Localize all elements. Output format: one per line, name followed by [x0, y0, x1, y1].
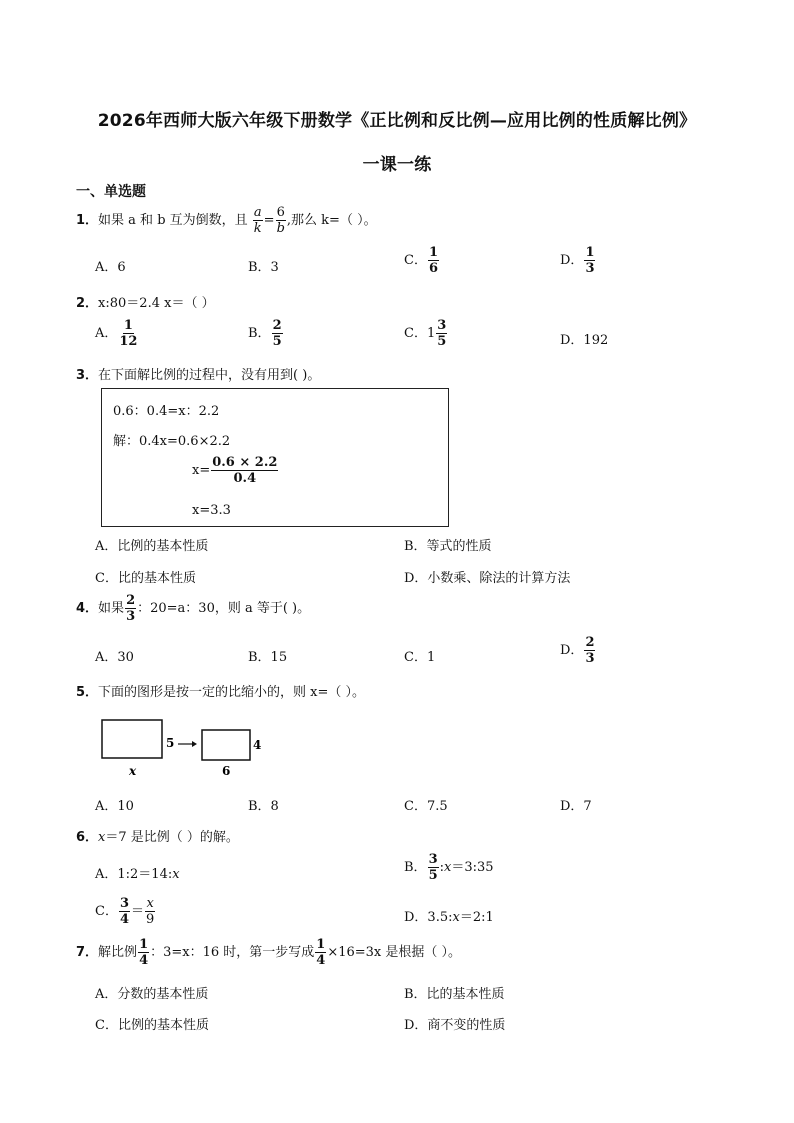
option-a[interactable]: A．分数的基本性质: [95, 987, 209, 1002]
question-number: 2．: [76, 296, 99, 311]
fraction: $\frac{a}{k}$: [253, 205, 262, 236]
question-number: 3．: [76, 368, 99, 383]
option-a[interactable]: A．6: [95, 260, 126, 275]
option-b[interactable]: B． $\frac{3}{5}$ :x＝3:35: [404, 852, 494, 883]
question-text-tail: ：20=a：30，则 a 等于( )。: [137, 601, 311, 616]
label-4: 4: [253, 738, 262, 752]
question-text: 解比例: [98, 945, 138, 960]
option-d[interactable]: D．小数乘、除法的计算方法: [404, 571, 571, 586]
label-6: 6: [222, 764, 231, 778]
question-1: [76, 206, 377, 235]
question-number: 1．: [76, 213, 99, 228]
fraction: $\frac{1}{4}$: [139, 937, 149, 968]
option-a[interactable]: A．比例的基本性质: [95, 539, 209, 554]
question-text-tail: ,那么 k=（ ）。: [286, 213, 377, 228]
solution-step-2: 解：0.4x=0.6×2.2: [113, 434, 231, 449]
option-b[interactable]: B． $\frac{2}{5}$: [248, 318, 282, 349]
question-text: ＝7 是比例（ ）的解。: [105, 830, 239, 845]
option-c[interactable]: C．比的基本性质: [95, 571, 196, 586]
option-c[interactable]: C． 1 $\frac{3}{5}$: [404, 318, 447, 349]
solution-step-1: 0.6：0.4=x：2.2: [113, 404, 220, 419]
label-5: 5: [166, 736, 175, 750]
option-b[interactable]: B．8: [248, 799, 279, 814]
option-c[interactable]: C．7.5: [404, 799, 448, 814]
option-d[interactable]: D．3.5:x＝2:1: [404, 910, 494, 925]
question-number: 7．: [76, 945, 99, 960]
question-4: [76, 594, 310, 623]
fraction: $\frac{2}{3}$: [126, 593, 136, 624]
option-a[interactable]: A．30: [95, 650, 134, 665]
question-number: 6．: [76, 830, 99, 845]
option-b[interactable]: B．15: [248, 650, 288, 665]
question-3: [76, 364, 320, 383]
question-number: 5．: [76, 685, 99, 700]
question-number: 4．: [76, 601, 99, 616]
page-title: 2026年西师大版六年级下册数学《正比例和反比例—应用比例的性质解比例》: [97, 111, 697, 131]
option-c[interactable]: C． $\frac{1}{6}$: [404, 245, 438, 276]
option-b[interactable]: B．比的基本性质: [404, 987, 505, 1002]
option-d[interactable]: D． $\frac{2}{3}$: [560, 635, 595, 666]
question-5: [76, 681, 365, 700]
small-rectangle: [202, 730, 250, 760]
question-2: [76, 292, 215, 311]
section-heading: 一、单选题: [76, 184, 146, 200]
fraction: $\frac{1}{4}$: [316, 937, 326, 968]
option-c[interactable]: C．比例的基本性质: [95, 1018, 209, 1033]
solution-step-4: x=3.3: [192, 503, 231, 518]
rectangle-figure: [98, 716, 262, 780]
option-a[interactable]: A．10: [95, 799, 134, 814]
option-b[interactable]: B．等式的性质: [404, 539, 492, 554]
option-b[interactable]: B．3: [248, 260, 279, 275]
question-text: 下面的图形是按一定的比缩小的，则 x=（ ）。: [98, 685, 366, 700]
question-6: [76, 826, 239, 845]
option-d[interactable]: D．7: [560, 799, 592, 814]
option-d[interactable]: D．192: [560, 333, 609, 348]
equals-sign: =: [263, 213, 275, 228]
fraction: $\frac{6}{b}$: [276, 205, 285, 236]
question-text: 在下面解比例的过程中，没有用到( )。: [98, 368, 321, 383]
option-a[interactable]: A．1:2＝14:x: [95, 867, 180, 882]
large-rectangle: [102, 720, 162, 758]
question-text-tail: ×16=3x 是根据（ ）。: [327, 945, 462, 960]
option-d[interactable]: D．商不变的性质: [404, 1018, 506, 1033]
question-text: x:80＝2.4 x＝（ ）: [98, 296, 215, 311]
option-d[interactable]: D． $\frac{1}{3}$: [560, 245, 595, 276]
arrow-head-icon: [192, 741, 197, 747]
question-text-mid: ：3=x：16 时，第一步写成: [150, 945, 315, 960]
solution-step-3: x= $\frac{0.6 \times 2.2}{0.4}$: [192, 455, 278, 486]
question-text: 如果: [98, 601, 125, 616]
solution-box: [101, 388, 449, 527]
question-text: 如果 a 和 b 互为倒数，且: [98, 213, 252, 228]
page-subtitle: 一课一练: [362, 155, 432, 175]
option-c[interactable]: C． $\frac{3}{4}$ ＝ $\frac{x}{9}$: [95, 896, 155, 927]
label-x: x: [129, 764, 137, 778]
variable-x: x: [98, 830, 106, 845]
question-7: [76, 938, 461, 967]
option-a[interactable]: A． $\frac{1}{12}$: [95, 318, 138, 349]
option-c[interactable]: C．1: [404, 650, 436, 665]
